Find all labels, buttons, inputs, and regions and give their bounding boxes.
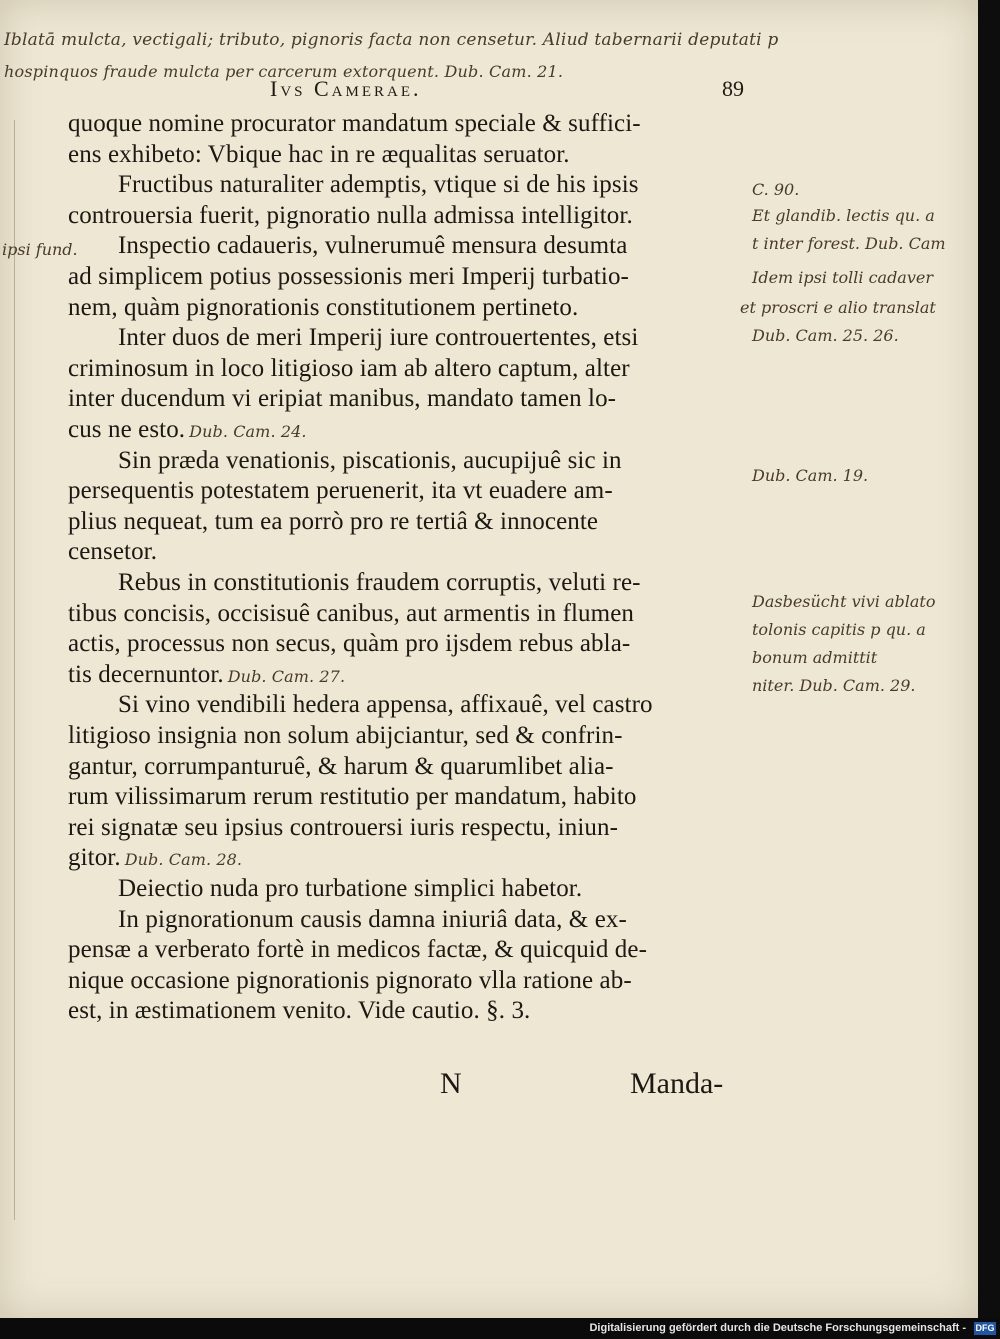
text-line (68, 844, 242, 872)
text-line-content: plius nequeat, tum ea porrò pro re tertiâ & innocente (68, 507, 599, 535)
margin-note: Et glandib. lectis qu. a (752, 206, 935, 225)
text-line-content: Si vino vendibili hedera appensa, affixauê, vel castro (118, 691, 653, 719)
margin-note: tolonis capitis p qu. a (752, 620, 926, 639)
text-line-content: persequentis potestatem peruenerit, ita vt euadere am- (68, 477, 613, 505)
text-line-content: ens exhibeto: Vbique hac in re æqualitas seruator. (68, 140, 570, 168)
text-line-content: actis, processus non secus, quàm pro ijsdem rebus abla- (68, 630, 631, 658)
text-line (118, 447, 622, 475)
signature-mark: N (440, 1067, 462, 1100)
text-line-content: criminosum in loco litigioso iam ab altero captum, alter (68, 354, 630, 382)
text-line (68, 477, 613, 505)
inline-handwritten-note: Dub. Cam. 28. (124, 850, 243, 870)
text-line (68, 967, 632, 995)
text-line-content: tis decernuntor. (68, 660, 224, 688)
text-line (118, 569, 641, 597)
margin-note: niter. Dub. Cam. 29. (752, 676, 916, 695)
handwritten-note-top-2: hospinquos fraude mulcta per carcerum extorquent. Dub. Cam. 21. (4, 62, 564, 81)
text-line (68, 385, 616, 413)
text-line-content: controuersia fuerit, pignoratio nulla admissa intelligitor. (68, 201, 633, 229)
text-line (118, 906, 627, 934)
text-line (68, 508, 598, 536)
text-line-content: gitor. (68, 844, 121, 872)
text-line (68, 753, 614, 781)
text-line (118, 875, 582, 903)
text-line-content: tibus concisis, occisisuê canibus, aut armentis in flumen (68, 599, 635, 627)
text-line (118, 691, 653, 719)
text-line-content: nique occasione pignorationis pignorato vlla ratione ab- (68, 966, 632, 994)
text-line (68, 416, 307, 444)
text-line-content: gantur, corrumpanturuê, & harum & quarumlibet alia- (68, 752, 614, 780)
text-line (68, 600, 634, 628)
text-line (68, 997, 530, 1025)
margin-note: ipsi fund. (2, 240, 78, 259)
text-line-content: rum vilissimarum rerum restitutio per mandatum, habito (68, 783, 637, 811)
text-line-content: In pignorationum causis damna iniuriâ data, & ex- (118, 905, 627, 933)
text-line (68, 263, 629, 291)
text-line-content: Deiectio nuda pro turbatione simplici habetor. (118, 875, 583, 902)
margin-note: bonum admittit (752, 648, 878, 667)
text-line (68, 202, 633, 230)
margin-note: Idem ipsi tolli cadaver (752, 268, 933, 287)
inline-handwritten-note: Dub. Cam. 24. (189, 422, 307, 441)
margin-note: Dasbesücht vivi ablato (752, 592, 936, 611)
page-number: 89 (722, 76, 744, 101)
text-line-content: ad simplicem potius possessionis meri Imperij turbatio- (68, 263, 629, 290)
text-line (68, 936, 647, 964)
text-line-content: Rebus in constitutionis fraudem corruptis, veluti re- (118, 569, 641, 596)
text-line (68, 538, 157, 566)
margin-note: t inter forest. Dub. Cam (752, 234, 946, 253)
inline-handwritten-note: Dub. Cam. 27. (227, 666, 346, 686)
running-title: Ivs Camerae. (270, 76, 422, 101)
text-line (68, 722, 623, 750)
margin-note: Dub. Cam. 25. 26. (752, 326, 899, 345)
margin-note: Dub. Cam. 19. (752, 466, 869, 485)
text-line-content: quoque nomine procurator mandatum speciale & suffici- (68, 110, 641, 137)
catchword: Manda- (630, 1067, 724, 1100)
text-line-content: est, in æstimationem venito. Vide cautio. §. 3. (68, 997, 531, 1025)
text-line (68, 141, 570, 169)
text-line-content: Sin præda venationis, piscationis, aucupijuê sic in (118, 446, 622, 474)
gutter-shadow (14, 120, 15, 1220)
text-line-content: Fructibus naturaliter ademptis, vtique si de his ipsis (118, 171, 639, 199)
text-line-content: Inspectio cadaueris, vulnerumuê mensura desumta (118, 232, 628, 260)
text-line (118, 232, 627, 260)
text-line (68, 294, 578, 322)
text-line (68, 355, 630, 383)
digitization-notice: Digitalisierung gefördert durch die Deutsche Forschungsgemeinschaft - (589, 1322, 966, 1334)
text-line (68, 110, 641, 138)
scan-border (978, 0, 1000, 1318)
text-line (68, 630, 630, 658)
text-line-content: nem, quàm pignorationis constitutionem pertineto. (68, 293, 579, 321)
dfg-logo: DFG (975, 1323, 995, 1333)
text-line (68, 661, 345, 689)
margin-note: et proscri e alio translat (740, 298, 936, 317)
handwritten-note-top-1: Iblatā mulcta, vectigali; tributo, pignoris facta non censetur. Aliud tabernarii deputati p (4, 30, 779, 50)
text-line-content: censetor. (68, 538, 158, 566)
text-line-content: pensæ a verberato fortè in medicos factæ, & quicquid de- (68, 936, 648, 964)
text-line (68, 783, 637, 811)
text-line-content: litigioso insignia non solum abijciantur, sed & confrin- (68, 722, 623, 749)
text-line (118, 171, 639, 199)
text-line-content: cus ne esto. (68, 416, 186, 443)
text-line (68, 814, 618, 842)
text-line-content: Inter duos de meri Imperij iure controuertentes, etsi (118, 324, 639, 352)
text-line-content: inter ducendum vi eripiat manibus, mandato tamen lo- (68, 385, 617, 413)
text-line (118, 324, 638, 352)
text-line-content: rei signatæ seu ipsius controuersi iuris respectu, iniun- (68, 813, 619, 841)
margin-note: C. 90. (752, 180, 800, 199)
